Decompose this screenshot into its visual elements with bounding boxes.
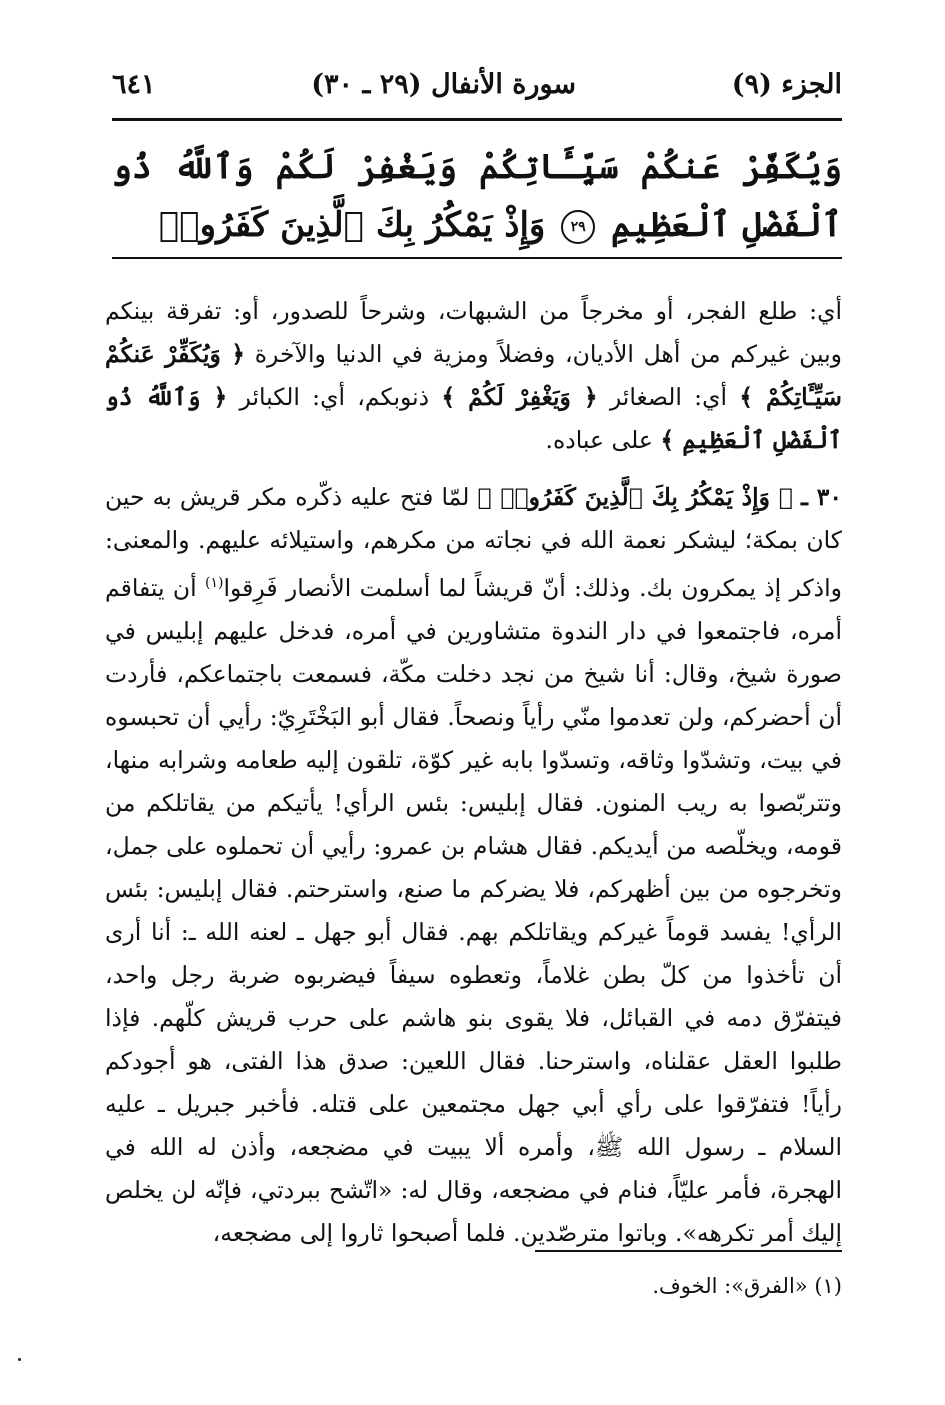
verse-text-29: وَيُكَفِّرْ عَنكُمْ سَيِّـَٔاتِكُمْ وَيَغْفِرْ لَكُمْ وَٱللَّهُ ذُو ٱلْفَضْلِ ٱلْعَظِيمِ — [112, 147, 842, 245]
surah-title: سورة الأنفال (٢٩ ـ ٣٠) — [311, 68, 577, 100]
scan-speck — [18, 1358, 21, 1361]
header-divider — [112, 118, 842, 121]
quran-quote: ﴿ وَيُكَفِّرْ عَنكُمْ سَيِّـَٔاتِكُمْ ﴾ — [105, 340, 842, 411]
quran-quote: ﴿ وَيَغْفِرْ لَكُمْ ﴾ — [441, 383, 598, 411]
verse-text-30: وَإِذْ يَمْكُرُ بِكَ ٱلَّذِينَ كَفَرُوا۟ — [158, 205, 546, 245]
quran-verse-block — [112, 138, 842, 254]
quran-quote: ﴿ وَإِذْ يَمْكُرُ بِكَ ٱلَّذِينَ كَفَرُوا۟ ﴾ — [477, 483, 793, 511]
ayah-number-marker: ٢٩ — [561, 210, 595, 244]
footnote-reference[interactable]: (١) — [205, 575, 224, 591]
page-header — [112, 62, 842, 106]
verse-divider — [112, 257, 842, 259]
part-label: الجزء (٩) — [731, 68, 842, 100]
verse-number: ٣٠ ـ — [801, 483, 842, 511]
page-number: ٦٤١ — [112, 68, 156, 100]
footnote-divider — [535, 1250, 842, 1252]
footnote — [300, 1268, 842, 1304]
footnote-number: (١) — [814, 1274, 842, 1298]
tafsir-paragraph-1: أي: طلع الفجر، أو مخرجاً من الشبهات، وشرحاً للصدور، أو: تفرقة بينكم وبين غيركم من أهل الأديان، وفضلاً ومزية في الدنيا والآخرة ﴿ وَيُكَفِّرْ عَنكُمْ سَيِّـَٔاتِكُمْ ﴾ أي: الصغائر ﴿ وَيَغْفِرْ لَكُمْ ﴾ ذنوبكم، أي: الكبائر ﴿ وَٱللَّهُ ذُو ٱلْفَضْلِ ٱلْعَظِيمِ ﴾ على عباده. — [105, 297, 842, 454]
tafsir-paragraph-2: ٣٠ ـ ﴿ وَإِذْ يَمْكُرُ بِكَ ٱلَّذِينَ كَفَرُوا۟ ﴾ لمّا فتح عليه ذكّره مكر قريش به حين كان بمكة؛ ليشكر نعمة الله في نجاته من مكرهم، واستيلائه عليهم. والمعنى: واذكر إذ يمكرون بك. وذلك: أنّ قريشاً لما أسلمت الأنصار فَرِقوا$^{(١)}$ أن يتفاقم أمره، فاجتمعوا في دار الندوة متشاورين في أمره، فدخل عليهم إبليس في صورة شيخ، وقال: أنا شيخ من نجد دخلت مكّة، فسمعت باجتماعكم، فأردت أن أحضركم، ولن تعدموا منّي رأياً ونصحاً. فقال أبو البَخْتَرِيّ: رأيي أن تحبسوه في بيت، وتشدّوا وثاقه، وتسدّوا بابه غير كوّة، تلقون إليه طعامه وشرابه منها، وتتربّصوا به ريب المنون. فقال إبليس: بئس الرأي! يأتيكم من يقاتلكم من قومه، ويخلّصه من أيديكم. فقال هشام بن عمرو: رأيي أن تحملوه على جمل، وتخرجوه من بين أظهركم، فلا يضركم ما صنع، واسترحتم. فقال إبليس: بئس الرأي! يفسد قوماً غيركم ويقاتلكم بهم. فقال أبو جهل ـ لعنه الله ـ: أنا أرى أن تأخذوا من كلّ بطن غلاماً، وتعطوه سيفاً فيضربوه ضربة رجل واحد، فيتفرّق دمه في القبائل، فلا يقوى بنو هاشم على حرب قريش كلّهم. فإذا طلبوا العقل عقلناه، واسترحنا. فقال اللعين: صدق هذا الفتى، هو أجودكم رأياً! فتفرّقوا على رأي أبي جهل مجتمعين على قتله. فأخبر جبريل ـ عليه السلام ـ رسول الله ﷺ، وأمره ألا يبيت في مضجعه، وأذن له الله في الهجرة، فأمر عليّاً، فنام في مضجعه، وقال له: «اتّشح ببردتي، فإنّه لن يخلص إليك أمر تكرهه». وباتوا مترصّدين. فلما أصبحوا ثاروا إلى مضجعه، — [105, 483, 843, 1247]
tafsir-body — [105, 290, 842, 1255]
quran-quote: ﴿ وَٱللَّهُ ذُو ٱلْفَضْلِ ٱلْعَظِيمِ ﴾ — [105, 383, 842, 454]
footnote-text: «الفرق»: الخوف. — [652, 1274, 808, 1298]
